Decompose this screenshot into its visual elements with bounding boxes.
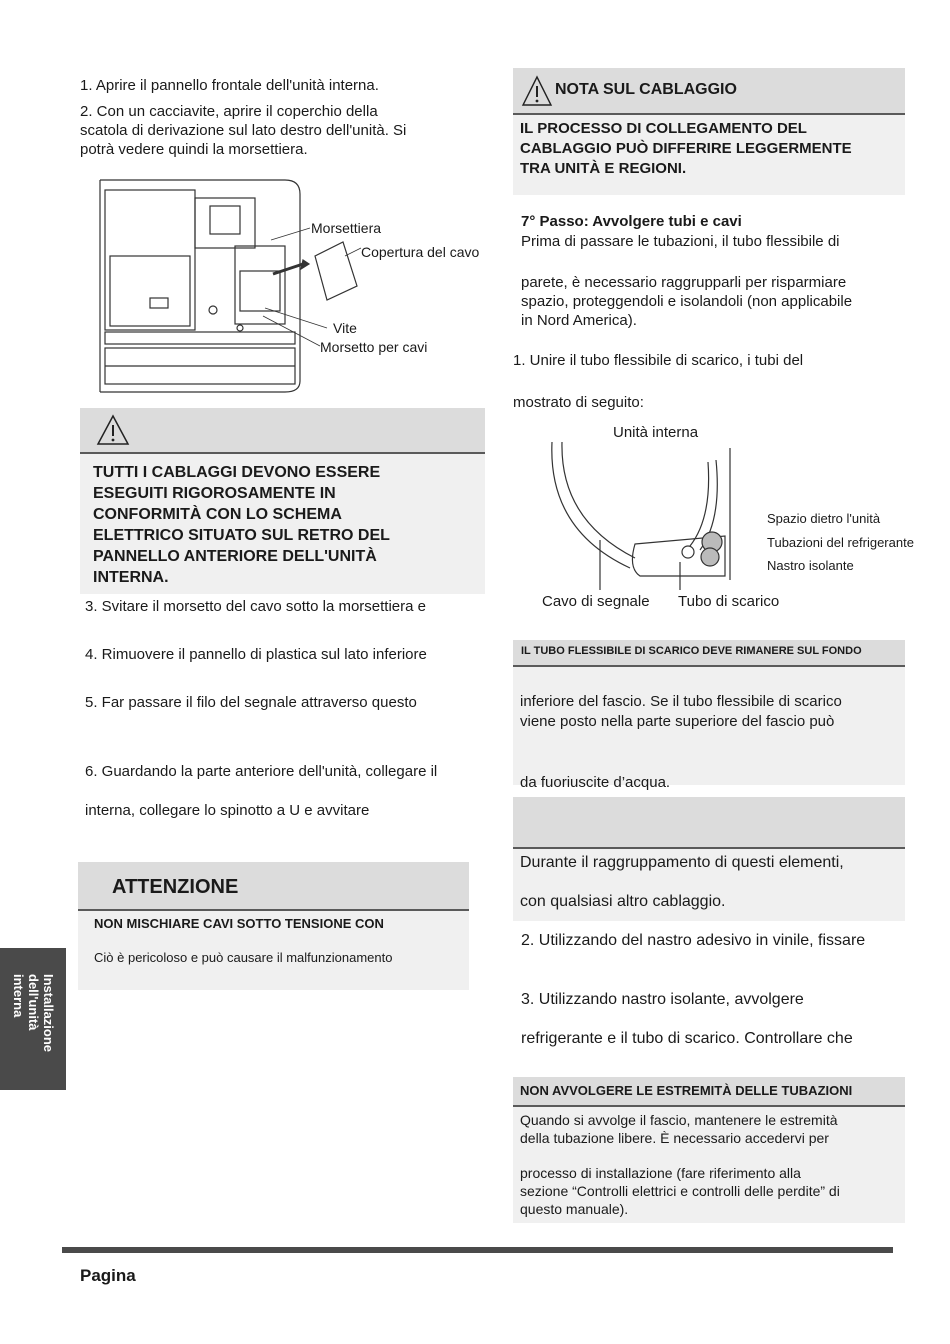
step-2-line: potrà vedere quindi la morsettiera.	[80, 141, 308, 158]
ends-heading: NON AVVOLGERE LE ESTREMITÀ DELLE TUBAZIONI	[520, 1083, 853, 1098]
step-7-line: spazio, proteggendoli e isolandoli (non applicabile	[521, 293, 853, 310]
step-7-line: parete, è necessario raggrupparli per risparmiare	[521, 274, 847, 291]
ends-box-body	[513, 1107, 905, 1223]
warning-line: TUTTI I CABLAGGI DEVONO ESSERE	[93, 464, 381, 481]
side-tab-line: interna	[11, 974, 26, 1018]
sub-step-3-cont: refrigerante e il tubo di scarico. Controllare che	[521, 1030, 853, 1047]
step-5: 5. Far passare il filo del segnale attraverso questo	[85, 694, 417, 711]
sub-step-1: 1. Unire il tubo flessibile di scarico, i tubi del	[513, 352, 804, 369]
group-line: Durante il raggruppamento di questi elementi,	[520, 854, 844, 871]
warning-box-header	[80, 408, 485, 454]
warning-line: ELETTRICO SITUATO SUL RETRO DEL	[93, 527, 390, 544]
label-morsettiera: Morsettiera	[311, 220, 382, 236]
note-title: NOTA SUL CABLAGGIO	[555, 81, 737, 98]
ends-line: della tubazione libere. È necessario accedervi per	[520, 1130, 829, 1146]
ends-line: sezione “Controlli elettrici e controlli delle perdite” di	[520, 1183, 840, 1199]
sub-step-3: 3. Utilizzando nastro isolante, avvolgere	[521, 991, 804, 1008]
ends-line: Quando si avvolge il fascio, mantenere le estremità	[520, 1112, 838, 1128]
ends-box-header	[513, 1077, 905, 1107]
label-copertura-cavo: Copertura del cavo	[361, 244, 480, 260]
drain-box-body	[513, 667, 905, 791]
step-2	[80, 102, 406, 159]
step-2-line: scatola di derivazione sul lato destro dell'unità. Si	[80, 122, 407, 139]
pipe-bundle-diagram	[540, 440, 770, 590]
warning-line: INTERNA.	[93, 569, 169, 586]
label-spazio: Spazio dietro l'unità	[767, 511, 881, 526]
step-7-text-cont	[521, 273, 852, 330]
note-line: TRA UNITÀ E REGIONI.	[520, 160, 687, 177]
note-box-header	[513, 68, 905, 115]
step-7-title: 7° Passo: Avvolgere tubi e cavi	[521, 213, 742, 230]
note-box-body	[513, 115, 905, 195]
step-7-line: in Nord America).	[521, 312, 637, 329]
step-3: 3. Svitare il morsetto del cavo sotto la morsettiera e	[85, 598, 426, 615]
attention-heading: NON MISCHIARE CAVI SOTTO TENSIONE CON	[94, 916, 384, 931]
ends-line: processo di installazione (fare riferimento alla	[520, 1165, 801, 1181]
footer-rule	[62, 1247, 893, 1253]
step-1: 1. Aprire il pannello frontale dell'unità interna.	[80, 77, 379, 94]
warning-line: ESEGUITI RIGOROSAMENTE IN	[93, 485, 336, 502]
drain-box-header	[513, 640, 905, 667]
note-line: CABLAGGIO PUÒ DIFFERIRE LEGGERMENTE	[520, 140, 852, 157]
warning-triangle-icon	[521, 75, 553, 107]
warning-box-body	[80, 454, 485, 594]
drain-heading: IL TUBO FLESSIBILE DI SCARICO DEVE RIMANERE SUL FONDO	[521, 645, 862, 657]
step-7-text: Prima di passare le tubazioni, il tubo flessibile di	[521, 233, 840, 250]
step-2-line: 2. Con un cacciavite, aprire il coperchio della	[80, 103, 378, 120]
sub-step-2: 2. Utilizzando del nastro adesivo in vinile, fissare	[521, 932, 866, 949]
drain-line: viene posto nella parte superiore del fascio può	[520, 713, 835, 730]
label-tubo-scarico: Tubo di scarico	[678, 593, 780, 610]
drain-line: inferiore del fascio. Se il tubo flessibile di scarico	[520, 693, 842, 710]
side-tab	[0, 948, 66, 1090]
group-box-header	[513, 797, 905, 849]
attention-body: Ciò è pericoloso e può causare il malfunzionamento	[94, 950, 393, 965]
label-vite: Vite	[333, 320, 357, 336]
group-line: con qualsiasi altro cablaggio.	[520, 893, 726, 910]
step-6-cont: interna, collegare lo spinotto a U e avvitare	[85, 802, 370, 819]
footer-page-label: Pagina	[80, 1266, 136, 1285]
label-nastro: Nastro isolante	[767, 558, 854, 573]
drain-line: da fuoriuscite d’acqua.	[520, 774, 671, 791]
sub-step-1-cont: mostrato di seguito:	[513, 394, 644, 411]
label-cavo-segnale: Cavo di segnale	[542, 593, 650, 610]
note-line: IL PROCESSO DI COLLEGAMENTO DEL	[520, 120, 807, 137]
attention-title: ATTENZIONE	[112, 876, 239, 898]
attention-box-body	[78, 911, 469, 990]
side-tab-line: Installazione	[41, 974, 56, 1053]
ends-line: questo manuale).	[520, 1201, 629, 1217]
label-unita-interna: Unità interna	[613, 424, 699, 441]
label-tubazioni: Tubazioni del refrigerante	[767, 535, 914, 550]
side-tab-line: dell'unità	[26, 974, 41, 1031]
indoor-unit-diagram	[95, 176, 495, 398]
step-4: 4. Rimuovere il pannello di plastica sul lato inferiore	[85, 646, 427, 663]
warning-line: PANNELLO ANTERIORE DELL'UNITÀ	[93, 548, 377, 565]
warning-line: CONFORMITÀ CON LO SCHEMA	[93, 506, 342, 523]
step-6: 6. Guardando la parte anteriore dell'unità, collegare il	[85, 763, 438, 780]
label-morsetto-cavi: Morsetto per cavi	[320, 339, 428, 355]
warning-triangle-icon	[96, 414, 130, 446]
group-box-body	[513, 849, 905, 921]
attention-box-header	[78, 862, 469, 911]
